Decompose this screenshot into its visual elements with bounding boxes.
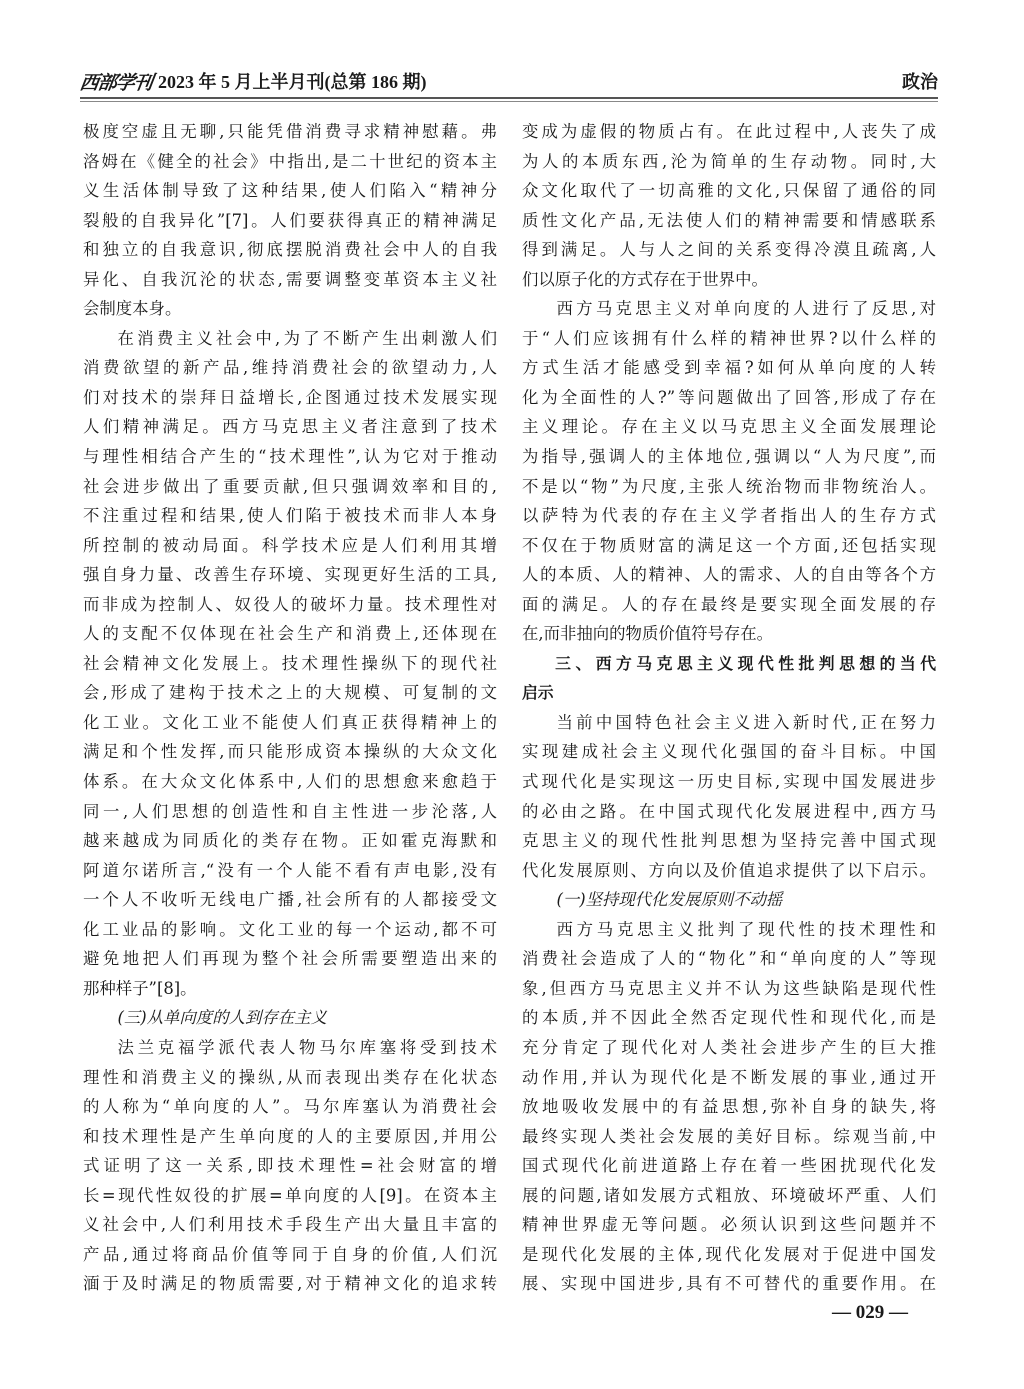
text-line: 国式现代化前进道路上存在着一些困扰现代化发 <box>522 1156 936 1176</box>
section-label: 政治 <box>902 72 938 93</box>
text-line: (三)从单向度的人到存在主义 <box>117 1008 327 1028</box>
text-line: 们对技术的崇拜日益增长,企图通过技术发展实现 <box>83 387 497 407</box>
paragraph <box>522 117 936 294</box>
text-line: 不仅在于物质财富的满足这一个方面,还包括实现 <box>522 535 936 555</box>
text-line: 西方马克思主义对单向度的人进行了反思,对 <box>556 299 936 319</box>
text-line: 人们精神满足。西方马克思主义者注意到了技术 <box>83 417 497 437</box>
text-line: 得到满足。人与人之间的关系变得冷漠且疏离,人 <box>522 240 936 260</box>
text-line: 同一,人们思想的创造性和自主性进一步沦落,人 <box>83 801 497 821</box>
text-line: 社会进步做出了重要贡献,但只强调效率和目的, <box>83 476 497 496</box>
text-line: 质性文化产品,无法使人们的精神需要和情感联系 <box>522 210 936 230</box>
paragraph <box>83 324 497 1004</box>
paragraph <box>83 1033 497 1299</box>
left-column <box>83 117 497 1299</box>
text-line: 不注重过程和结果,使人们陷于被技术而非人本身 <box>83 506 497 526</box>
text-line: 满足和个性发挥,而只能形成资本操纵的大众文化 <box>83 742 497 762</box>
text-line: 会,形成了建构于技术之上的大规模、可复制的文 <box>83 683 497 703</box>
text-line: 湎于及时满足的物质需要,对于精神文化的追求转 <box>83 1274 497 1294</box>
text-line: 而非成为控制人、奴役人的破坏力量。技术理性对 <box>83 594 497 614</box>
text-line: 实现建成社会主义现代化强国的奋斗目标。中国 <box>522 742 936 762</box>
subsection-heading <box>522 885 936 915</box>
paragraph <box>83 117 497 324</box>
text-line: 洛姆在《健全的社会》中指出,是二十世纪的资本主 <box>83 151 497 171</box>
text-line: 裂般的自我异化”[7]。人们要获得真正的精神满足 <box>83 210 497 230</box>
text-line: 与理性相结合产生的“技术理性”,认为它对于推动 <box>83 447 497 467</box>
text-line: 们以原子化的方式存在于世界中。 <box>522 269 768 289</box>
text-line: 展、实现中国进步,具有不可替代的重要作用。在 <box>522 1274 936 1294</box>
text-line: 最终实现人类社会发展的美好目标。综观当前,中 <box>522 1126 936 1146</box>
page-number: — 029 — <box>832 1302 908 1323</box>
text-line: 代化发展原则、方向以及价值追求提供了以下启示。 <box>522 860 936 880</box>
issue-info: 2023 年 5 月上半月刊(总第 186 期) <box>158 72 427 92</box>
text-line: 克思主义的现代性批判思想为坚持完善中国式现 <box>522 831 936 851</box>
text-line: 义社会中,人们利用技术手段生产出大量且丰富的 <box>83 1215 497 1235</box>
text-line: 化为全面性的人?”等问题做出了回答,形成了存在 <box>522 387 936 407</box>
section-heading <box>522 649 936 708</box>
text-line: 以萨特为代表的存在主义学者指出人的生存方式 <box>522 506 936 526</box>
text-line: 极度空虚且无聊,只能凭借消费寻求精神慰藉。弗 <box>83 122 497 141</box>
text-line: 阿道尔诺所言,“没有一个人能不看有声电影,没有 <box>83 860 497 880</box>
text-line: 在消费主义社会中,为了不断产生出刺激人们 <box>117 328 497 348</box>
text-line: 一个人不收听无线电广播,社会所有的人都接受文 <box>83 890 497 910</box>
text-line: (一)坚持现代化发展原则不动摇 <box>556 890 783 910</box>
journal-logo: 西部学刊 <box>78 72 154 94</box>
subsection-heading <box>83 1003 497 1033</box>
text-line: 的本质,并不因此全然否定现代性和现代化,而是 <box>522 1008 936 1028</box>
text-line: 长=现代性奴役的扩展=单向度的人[9]。在资本主 <box>83 1185 497 1205</box>
text-line: 不是以“物”为尺度,主张人统治物而非物统治人。 <box>522 476 936 496</box>
text-line: 为指导,强调人的主体地位,强调以“人为尺度”,而 <box>522 447 936 467</box>
text-line: 式现代化是实现这一历史目标,实现中国发展进步 <box>522 772 936 792</box>
text-line: 避免地把人们再现为整个社会所需要塑造出来的 <box>83 949 497 969</box>
text-line: 西方马克思主义批判了现代性的技术理性和 <box>556 919 936 939</box>
text-line: 和技术理性是产生单向度的人的主要原因,并用公 <box>83 1126 497 1146</box>
text-line: 面的满足。人的存在最终是要实现全面发展的存 <box>522 594 936 614</box>
text-line: 放地吸收发展中的有益思想,弥补自身的缺失,将 <box>522 1097 936 1117</box>
text-line: 社会精神文化发展上。技术理性操纵下的现代社 <box>83 653 497 673</box>
text-line: 变成为虚假的物质占有。在此过程中,人丧失了成 <box>522 122 936 141</box>
running-header <box>80 66 938 96</box>
text-line: 启示 <box>522 683 554 703</box>
text-line: 充分肯定了现代化对人类社会进步产生的巨大推 <box>522 1037 936 1057</box>
paragraph <box>522 294 936 649</box>
text-line: 在,而非抽向的物质价值符号存在。 <box>522 624 774 644</box>
text-line: 精神世界虚无等问题。必须认识到这些问题并不 <box>522 1215 936 1235</box>
text-line: 动作用,并认为现代化是不断发展的事业,通过开 <box>522 1067 936 1087</box>
text-line: 人的支配不仅体现在社会生产和消费上,还体现在 <box>83 624 497 644</box>
text-line: 式证明了这一关系,即技术理性=社会财富的增 <box>83 1156 497 1176</box>
text-line: 那种样子”[8]。 <box>83 978 197 998</box>
text-line: 人的本质、人的精神、人的需求、人的自由等各个方 <box>522 565 936 585</box>
right-column <box>522 117 936 1299</box>
text-line: 展的问题,诸如发展方式粗放、环境破坏严重、人们 <box>522 1185 936 1205</box>
text-line: 的必由之路。在中国式现代化发展进程中,西方马 <box>522 801 936 821</box>
paragraph <box>522 915 936 1299</box>
text-line: 体系。在大众文化体系中,人们的思想愈来愈趋于 <box>83 772 497 792</box>
text-line: 化工业。文化工业不能使人们真正获得精神上的 <box>83 712 497 732</box>
text-line: 异化、自我沉沦的状态,需要调整变革资本主义社 <box>83 269 497 289</box>
text-line: 义生活体制导致了这种结果,使人们陷入“精神分 <box>83 181 497 201</box>
text-line: 象,但西方马克思主义并不认为这些缺陷是现代性 <box>522 978 936 998</box>
text-line: 产品,通过将商品价值等同于自身的价值,人们沉 <box>83 1244 497 1264</box>
text-line: 三、西方马克思主义现代性批判思想的当代 <box>555 653 936 673</box>
text-line: 当前中国特色社会主义进入新时代,正在努力 <box>556 712 936 732</box>
text-line: 会制度本身。 <box>83 299 182 319</box>
text-line: 众文化取代了一切高雅的文化,只保留了通俗的同 <box>522 181 936 201</box>
text-line: 是现代化发展的主体,现代化发展对于促进中国发 <box>522 1244 936 1264</box>
header-rule-thin <box>80 101 938 102</box>
text-line: 的人称为“单向度的人”。马尔库塞认为消费社会 <box>83 1097 497 1117</box>
text-line: 消费欲望的新产品,维持消费社会的欲望动力,人 <box>83 358 497 378</box>
header-rule <box>80 97 938 99</box>
text-line: 主义理论。存在主义以马克思主义全面发展理论 <box>522 417 936 437</box>
text-line: 和独立的自我意识,彻底摆脱消费社会中人的自我 <box>83 240 497 260</box>
text-line: 强自身力量、改善生存环境、实现更好生活的工具, <box>83 565 497 585</box>
text-line: 法兰克福学派代表人物马尔库塞将受到技术 <box>117 1037 497 1057</box>
text-line: 于“人们应该拥有什么样的精神世界?以什么样的 <box>522 328 936 348</box>
text-line: 为人的本质东西,沦为简单的生存动物。同时,大 <box>522 151 936 171</box>
text-line: 理性和消费主义的操纵,从而表现出类存在化状态 <box>83 1067 497 1087</box>
text-line: 所控制的被动局面。科学技术应是人们利用其增 <box>83 535 497 555</box>
text-line: 越来越成为同质化的类存在物。正如霍克海默和 <box>83 831 497 851</box>
paragraph <box>522 708 936 885</box>
text-line: 化工业品的影响。文化工业的每一个运动,都不可 <box>83 919 497 939</box>
text-line: 消费社会造成了人的“物化”和“单向度的人”等现 <box>522 949 936 969</box>
text-line: 方式生活才能感受到幸福?如何从单向度的人转 <box>522 358 936 378</box>
